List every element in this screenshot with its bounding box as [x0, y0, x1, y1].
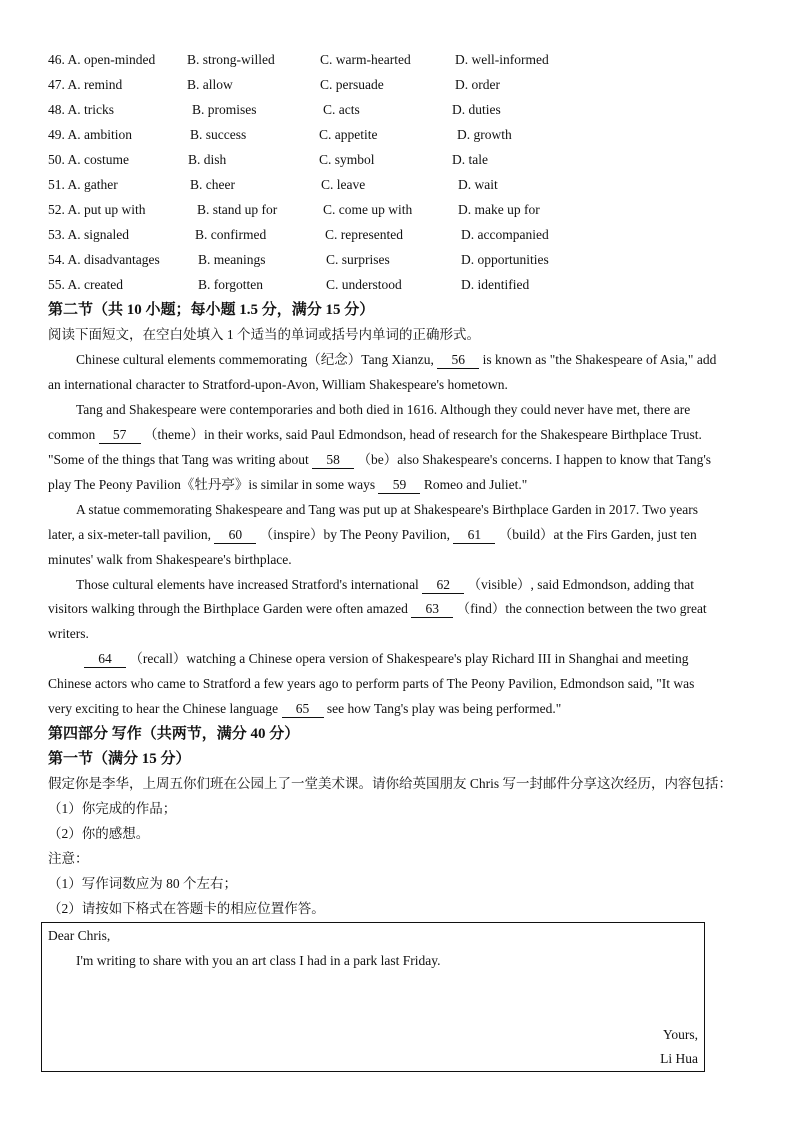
option-d: D. tale: [452, 152, 488, 167]
blank-60[interactable]: 60: [214, 527, 256, 544]
writing-prompt: 假定你是李华，上周五你们班在公园上了一堂美术课。请你给英国朋友 Chris 写一封邮件分享这次经历，内容包括：: [48, 776, 733, 791]
option-c: C. understood: [326, 277, 402, 292]
option-a: 49. A. ambition: [48, 127, 133, 142]
option-row: [0, 175, 793, 195]
passage-line: A statue commemorating Shakespeare and Tang was put up at Shakespeare's Birthplace Garden in 2017. Two years: [76, 502, 698, 517]
note-item: （1）写作词数应为 80 个左右；: [48, 876, 237, 891]
passage-line: an international character to Stratford-upon-Avon, William Shakespeare's hometown.: [48, 377, 508, 392]
letter-greeting: Dear Chris,: [48, 928, 111, 943]
option-row: [0, 200, 793, 220]
option-a: 51. A. gather: [48, 177, 118, 192]
option-a: 46. A. open-minded: [48, 52, 156, 67]
option-d: D. accompanied: [461, 227, 549, 242]
option-a: 48. A. tricks: [48, 102, 115, 117]
option-row: [0, 50, 793, 70]
option-d: D. growth: [457, 127, 512, 142]
option-a: 47. A. remind: [48, 77, 123, 92]
option-b: B. forgotten: [198, 277, 263, 292]
section-instruction: 阅读下面短文，在空白处填入 1 个适当的单词或括号内单词的正确形式。: [48, 327, 480, 342]
option-a: 53. A. signaled: [48, 227, 130, 242]
option-d: D. well-informed: [455, 52, 549, 67]
option-a: 54. A. disadvantages: [48, 252, 160, 267]
option-a: 55. A. created: [48, 277, 123, 292]
option-b: B. cheer: [190, 177, 235, 192]
option-b: B. strong-willed: [187, 52, 275, 67]
option-d: D. order: [455, 77, 500, 92]
passage-line: Chinese actors who came to Stratford a few years ago to perform parts of The Peony Pavilion, Edmondson said, "It was: [48, 676, 695, 691]
option-a: 50. A. costume: [48, 152, 130, 167]
option-b: B. meanings: [198, 252, 266, 267]
option-d: D. opportunities: [461, 252, 549, 267]
passage-line: visitors walking through the Birthplace Garden were often amazed 63 （find）the connection between the two great: [48, 601, 707, 616]
passage-line: very exciting to hear the Chinese language 65 see how Tang's play was being performed.": [48, 701, 562, 716]
prompt-point: （1）你完成的作品；: [48, 801, 177, 816]
option-c: C. represented: [325, 227, 403, 242]
note-item: （2）请按如下格式在答题卡的相应位置作答。: [48, 901, 325, 916]
blank-58[interactable]: 58: [312, 452, 354, 469]
passage-line: Chinese cultural elements commemorating（纪念）Tang Xianzu, 56 is known as "the Shakespeare of Asia," add: [76, 352, 717, 367]
option-b: B. allow: [187, 77, 233, 92]
passage-line: "Some of the things that Tang was writing about 58 （be）also Shakespeare's concerns. I happen to know that Tang's: [48, 452, 711, 467]
option-d: D. wait: [458, 177, 498, 192]
prompt-point: （2）你的感想。: [48, 826, 150, 841]
passage-line: 64 （recall）watching a Chinese opera version of Shakespeare's play Richard III in Shanghai and meeting: [84, 649, 689, 669]
option-b: B. confirmed: [195, 227, 267, 242]
section-heading: 第二节（共 10 小题；每小题 1.5 分，满分 15 分）: [48, 302, 375, 318]
blank-57[interactable]: 57: [99, 427, 141, 444]
option-c: C. leave: [321, 177, 366, 192]
subsection-heading: 第一节（满分 15 分）: [48, 751, 191, 767]
passage-line: writers.: [48, 626, 89, 641]
blank-56[interactable]: 56: [437, 352, 479, 369]
passage-line: Tang and Shakespeare were contemporaries and both died in 1616. Although they could never have met, there are: [76, 402, 691, 417]
option-a: 52. A. put up with: [48, 202, 146, 217]
option-d: D. make up for: [458, 202, 540, 217]
blank-59[interactable]: 59: [378, 477, 420, 494]
option-row: [0, 75, 793, 95]
option-b: B. promises: [192, 102, 257, 117]
option-c: C. come up with: [323, 202, 413, 217]
option-c: C. surprises: [326, 252, 390, 267]
note-label: 注意：: [48, 851, 89, 866]
passage-line: minutes' walk from Shakespeare's birthplace.: [48, 552, 292, 567]
passage-line: play The Peony Pavilion《牡丹亭》is similar in some ways 59 Romeo and Juliet.": [48, 477, 528, 492]
option-c: C. symbol: [319, 152, 375, 167]
option-d: D. identified: [461, 277, 530, 292]
option-row: [0, 250, 793, 270]
blank-64[interactable]: 64: [84, 651, 126, 668]
option-c: C. appetite: [319, 127, 378, 142]
option-row: [0, 125, 793, 145]
option-row: [0, 225, 793, 245]
option-c: C. persuade: [320, 77, 384, 92]
option-row: [0, 150, 793, 170]
option-c: C. warm-hearted: [320, 52, 411, 67]
option-d: D. duties: [452, 102, 501, 117]
letter-closing: Yours,: [662, 1027, 698, 1042]
blank-65[interactable]: 65: [282, 701, 324, 718]
option-b: B. stand up for: [197, 202, 278, 217]
option-b: B. success: [190, 127, 247, 142]
blank-61[interactable]: 61: [453, 527, 495, 544]
blank-63[interactable]: 63: [411, 601, 453, 618]
letter-opening: I'm writing to share with you an art class I had in a park last Friday.: [76, 953, 441, 968]
blank-62[interactable]: 62: [422, 577, 464, 594]
part-heading: 第四部分 写作（共两节，满分 40 分）: [48, 726, 300, 742]
letter-signature: Li Hua: [660, 1051, 698, 1066]
option-b: B. dish: [188, 152, 227, 167]
passage-line: common 57 （theme）in their works, said Paul Edmondson, head of research for the Shakespeare Birthplace Trust.: [48, 427, 702, 442]
passage-line: later, a six-meter-tall pavilion, 60 （inspire）by The Peony Pavilion, 61 （build）at the Firs Garden, just ten: [48, 527, 697, 542]
option-c: C. acts: [323, 102, 360, 117]
option-row: [0, 275, 793, 295]
option-row: [0, 100, 793, 120]
passage-line: Those cultural elements have increased Stratford's international 62 （visible）, said Edmondson, adding that: [76, 577, 695, 592]
letter-box: [41, 922, 705, 1072]
